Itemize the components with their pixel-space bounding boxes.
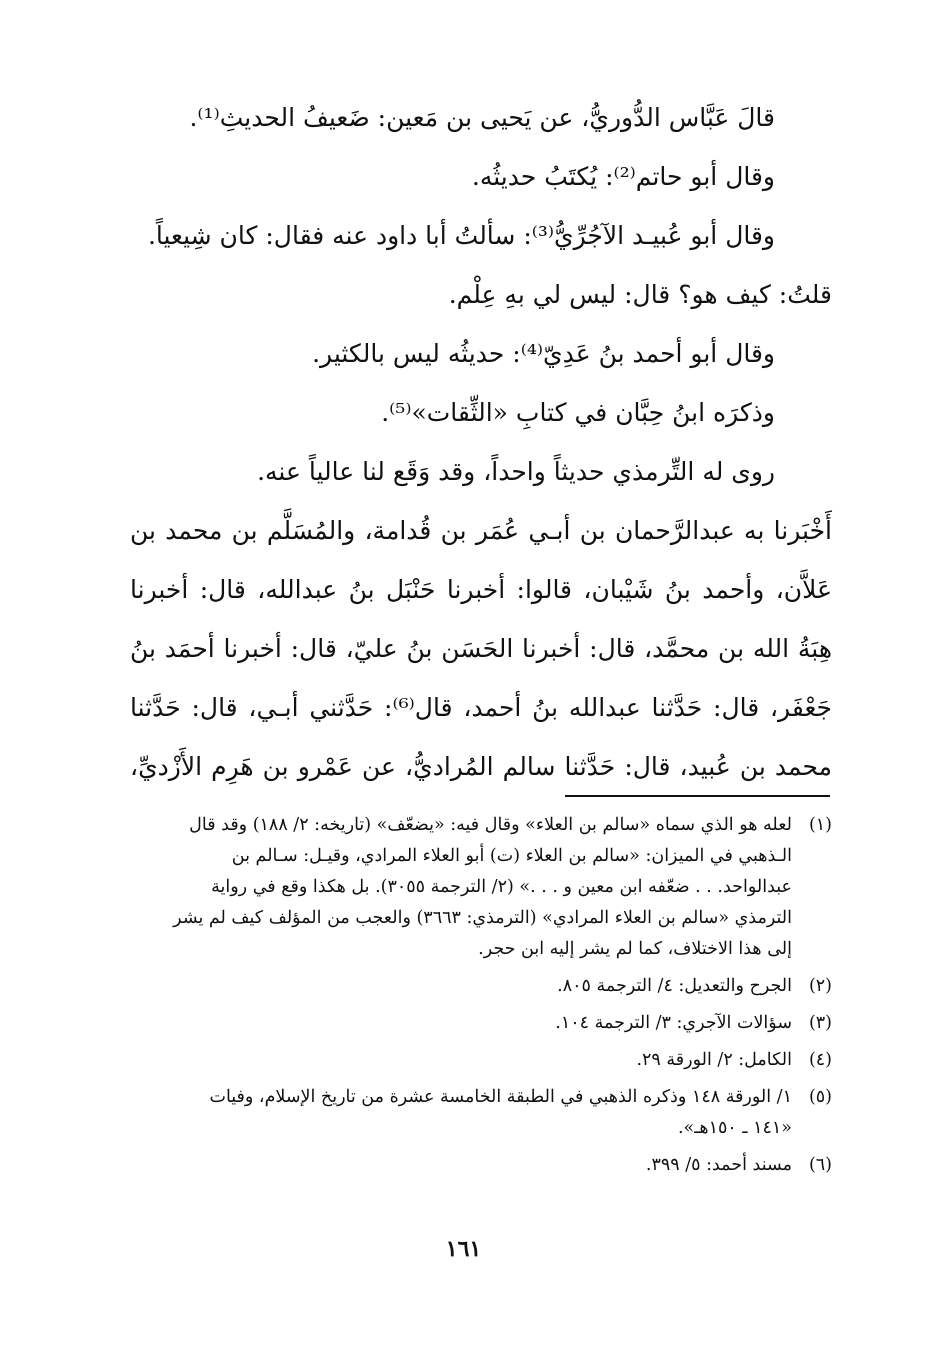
footnote-line: الجرح والتعديل: ٤/ الترجمة ٨٠٥. <box>557 976 792 996</box>
chain-line: جَعْفَر، قال: حَدَّثنا عبدالله بنُ أحمد، قال⁽⁶⁾: حَدَّثني أبـي، قال: حَدَّثنا <box>130 693 832 722</box>
footnote-number: (٤) <box>808 1050 832 1070</box>
footnote-separator <box>565 795 830 797</box>
footnote-line: عبدالواحد. . . ضعّفه ابن معين و . . .» (٢/ الترجمة ٣٠٥٥). بل هكذا وقع في رواية <box>211 877 792 897</box>
footnotes <box>130 810 832 1187</box>
footnote-3 <box>130 1008 832 1039</box>
footnote-number: (٥) <box>808 1087 832 1107</box>
footnote-number: (١) <box>808 815 832 835</box>
paragraph-abbas-aldouri: قالَ عَبَّاس الدُّوريُّ، عن يَحيى بن مَعين: ضَعيفُ الحديثِ⁽¹⁾. <box>189 103 775 132</box>
footnote-6 <box>130 1150 832 1181</box>
chain-line: أَخْبَرنا به عبدالرَّحمان بن أبـي عُمَر بن قُدامة، والمُسَلَّم بن محمد بن <box>130 516 832 545</box>
chain-line: عَلاَّن، وأحمد بنُ شَيْبان، قالوا: أخبرنا حَنْبَل بنُ عبدالله، قال: أخبرنا <box>130 575 832 604</box>
paragraph-qultu: قلتُ: كيف هو؟ قال: ليس لي بهِ عِلْم. <box>448 280 832 309</box>
footnote-line: الترمذي «سالم بن العلاء المرادي» (الترمذي: ٣٦٦٣) والعجب من المؤلف كيف لم يشر <box>173 908 792 928</box>
main-text <box>130 88 832 796</box>
paragraph-abu-hatim: وقال أبو حاتم⁽²⁾: يُكتَبُ حديثُه. <box>471 162 775 191</box>
footnote-line: الـذهبي في الميزان: «سالم بن العلاء (ت) أبو العلاء المرادي، وقيـل: سـالم بن <box>231 846 792 866</box>
footnote-1 <box>130 810 832 965</box>
footnote-line: إلى هذا الاختلاف، كما لم يشر إليه ابن حجر. <box>478 939 792 959</box>
footnote-line: «١٤١ ـ ١٥٠هـ». <box>677 1118 792 1138</box>
chain-line: محمد بن عُبيد، قال: حَدَّثنا سالم المُراديُّ، عن عَمْرو بن هَرِم الأَزْديِّ، <box>130 752 832 781</box>
footnote-5 <box>130 1082 832 1144</box>
footnote-number: (٦) <box>808 1155 832 1175</box>
footnote-line: مسند أحمد: ٥/ ٣٩٩. <box>645 1155 792 1175</box>
paragraph-ibn-hibban: وذكرَه ابنُ حِبَّان في كتابِ «الثِّقات»⁽⁵⁾. <box>381 398 775 427</box>
footnote-number: (٢) <box>808 976 832 996</box>
paragraph-abu-ubaid-alajurri: وقال أبو عُبيـد الآجُرِّيُّ⁽³⁾: سألتُ أبا داود عنه فقال: كان شِيعياً. <box>147 221 775 250</box>
paragraph-tirmidhi: روى له التِّرمذي حديثاً واحداً، وقد وَقَع لنا عالياً عنه. <box>257 457 775 486</box>
footnote-number: (٣) <box>808 1013 832 1033</box>
footnote-line: سؤالات الآجري: ٣/ الترجمة ١٠٤. <box>555 1013 792 1033</box>
footnote-line: لعله هو الذي سماه «سالم بن العلاء» وقال فيه: «يضعّف» (تاريخه: ٢/ ١٨٨) وقد قال <box>189 815 792 835</box>
footnote-2 <box>130 971 832 1002</box>
paragraph-ibn-adi: وقال أبو أحمد بنُ عَدِيّ⁽⁴⁾: حديثُه ليس بالكثير. <box>312 339 775 368</box>
footnote-line: الكامل: ٢/ الورقة ٢٩. <box>636 1050 792 1070</box>
page-number: ١٦١ <box>445 1236 482 1262</box>
footnote-line: ١/ الورقة ١٤٨ وذكره الذهبي في الطبقة الخامسة عشرة من تاريخ الإسلام، وفيات <box>209 1087 792 1107</box>
footnote-4 <box>130 1045 832 1076</box>
chain-line: هِبَةُ الله بن محمَّد، قال: أخبرنا الحَسَن بنُ عليّ، قال: أخبرنا أحمَد بنُ <box>130 634 832 663</box>
